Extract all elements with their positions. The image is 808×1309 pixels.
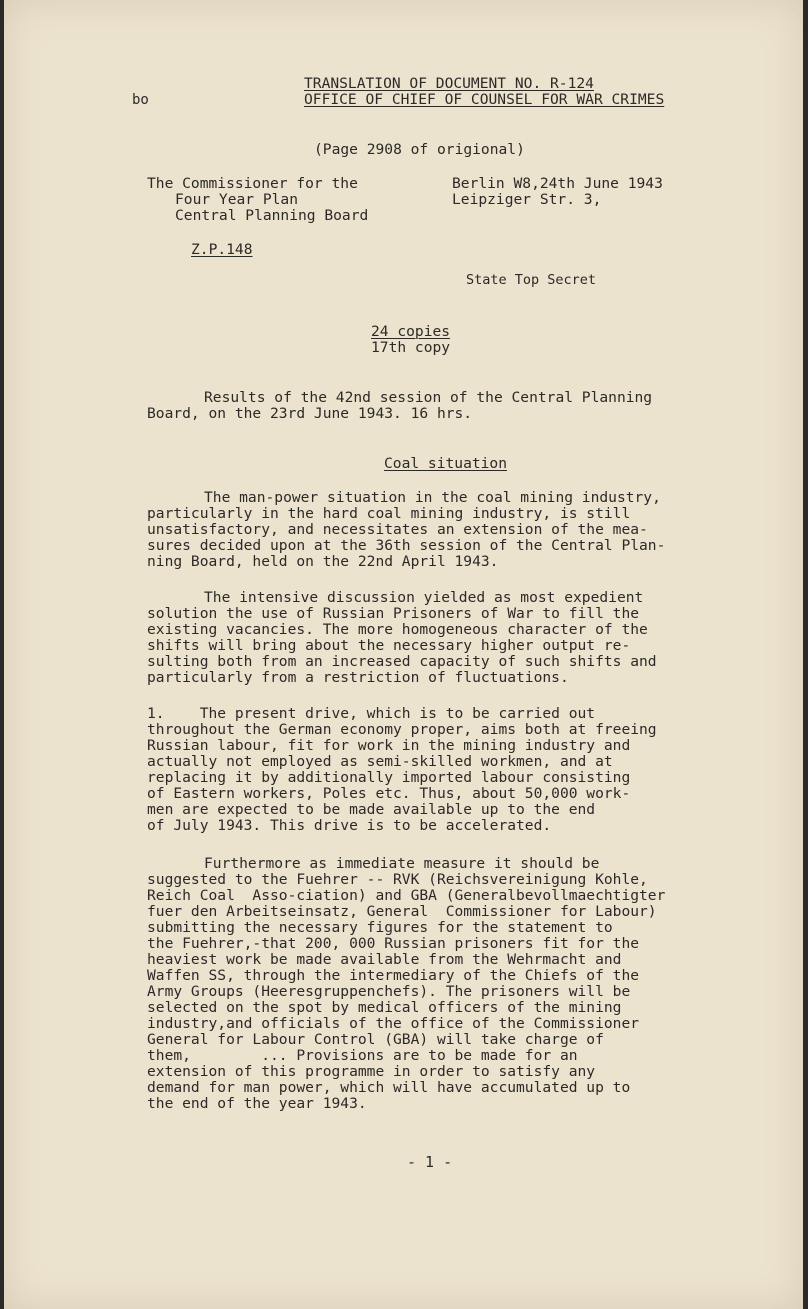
place-date-line-1: Berlin W8,24th June 1943	[452, 175, 663, 192]
text-line: of July 1943. This drive is to be accelerated.	[147, 817, 552, 834]
intro-paragraph	[204, 390, 774, 406]
text-line: unsatisfactory, and necessitates an extension of the mea-	[147, 521, 648, 538]
text-line: men are expected to be made available up to the end	[147, 801, 596, 818]
sender-line-2: Four Year Plan	[175, 191, 299, 208]
text-line: sures decided upon at the 36th session of the Central Plan-	[147, 537, 666, 554]
text-line: Army Groups (Heeresgruppenchefs). The prisoners will be	[147, 983, 631, 1000]
section-title: Coal situation	[384, 455, 508, 472]
text-line: particularly from a restriction of fluctuations.	[147, 669, 569, 686]
text-line: them, ... Provisions are to be made for an	[147, 1047, 578, 1064]
paragraph-fuehrer-measure	[147, 856, 717, 1112]
place-date-line-2: Leipziger Str. 3,	[452, 191, 602, 208]
text-line: shifts will bring about the necessary higher output re-	[147, 637, 631, 654]
copies-count: 24 copies	[371, 323, 451, 340]
text-line: solution the use of Russian Prisoners of War to fill the	[147, 605, 640, 622]
text-line: The man-power situation in the coal mining industry,	[204, 489, 661, 506]
text-line: fuer den Arbeitseinsatz, General Commissioner for Labour)	[147, 903, 657, 920]
sender-line-3: Central Planning Board	[175, 207, 369, 224]
text-line: sulting both from an increased capacity of such shifts and	[147, 653, 657, 670]
text-line: selected on the spot by medical officers of the mining	[147, 999, 622, 1016]
paragraph-drive	[147, 706, 717, 834]
copy-number: 17th copy	[371, 339, 451, 356]
intro-line: Board, on the 23rd June 1943. 16 hrs.	[147, 405, 473, 422]
text-line: Russian labour, fit for work in the mining industry and	[147, 737, 631, 754]
text-line: demand for man power, which will have accumulated up to	[147, 1079, 631, 1096]
document-page	[4, 0, 803, 1309]
text-line: Reich Coal Asso-ciation) and GBA (Generalbevollmaechtigter	[147, 887, 666, 904]
text-line: the end of the year 1943.	[147, 1095, 367, 1112]
text-line: ning Board, held on the 22nd April 1943.	[147, 553, 499, 570]
text-line: particularly in the hard coal mining industry, is still	[147, 505, 631, 522]
classification: State Top Secret	[466, 272, 597, 288]
text-line: extension of this programme in order to satisfy any	[147, 1063, 596, 1080]
intro-line: Results of the 42nd session of the Central Planning	[204, 389, 653, 406]
reference-mark: bo	[132, 92, 149, 108]
file-number: Z.P.148	[191, 241, 253, 258]
text-line: actually not employed as semi-skilled workmen, and at	[147, 753, 613, 770]
text-line: Waffen SS, through the intermediary of the Chiefs of the	[147, 967, 640, 984]
text-line: of Eastern workers, Poles etc. Thus, about 50,000 work-	[147, 785, 631, 802]
paragraph-discussion	[147, 590, 717, 686]
paragraph-manpower	[147, 490, 717, 570]
header-office-title: OFFICE OF CHIEF OF COUNSEL FOR WAR CRIMES	[304, 91, 665, 108]
sender-line-1: The Commissioner for the	[147, 175, 358, 192]
text-line: existing vacancies. The more homogeneous character of the	[147, 621, 648, 638]
text-line: 1. The present drive, which is to be carried out	[147, 705, 596, 722]
text-line: General for Labour Control (GBA) will take charge of	[147, 1031, 604, 1048]
text-line: heaviest work be made available from the Wehrmacht and	[147, 951, 622, 968]
page-note: (Page 2908 of origional)	[314, 141, 525, 158]
text-line: the Fuehrer,-that 200, 000 Russian prisoners fit for the	[147, 935, 640, 952]
text-line: replacing it by additionally imported labour consisting	[147, 769, 631, 786]
text-line: Furthermore as immediate measure it should be	[204, 855, 600, 872]
text-line: submitting the necessary figures for the statement to	[147, 919, 613, 936]
text-line: industry,and officials of the office of the Commissioner	[147, 1015, 640, 1032]
header-translation-title: TRANSLATION OF DOCUMENT NO. R-124	[304, 75, 594, 92]
text-line: The intensive discussion yielded as most expedient	[204, 589, 644, 606]
text-line: throughout the German economy proper, aims both at freeing	[147, 721, 657, 738]
page-number: - 1 -	[407, 1153, 453, 1171]
text-line: suggested to the Fuehrer -- RVK (Reichsvereinigung Kohle,	[147, 871, 648, 888]
